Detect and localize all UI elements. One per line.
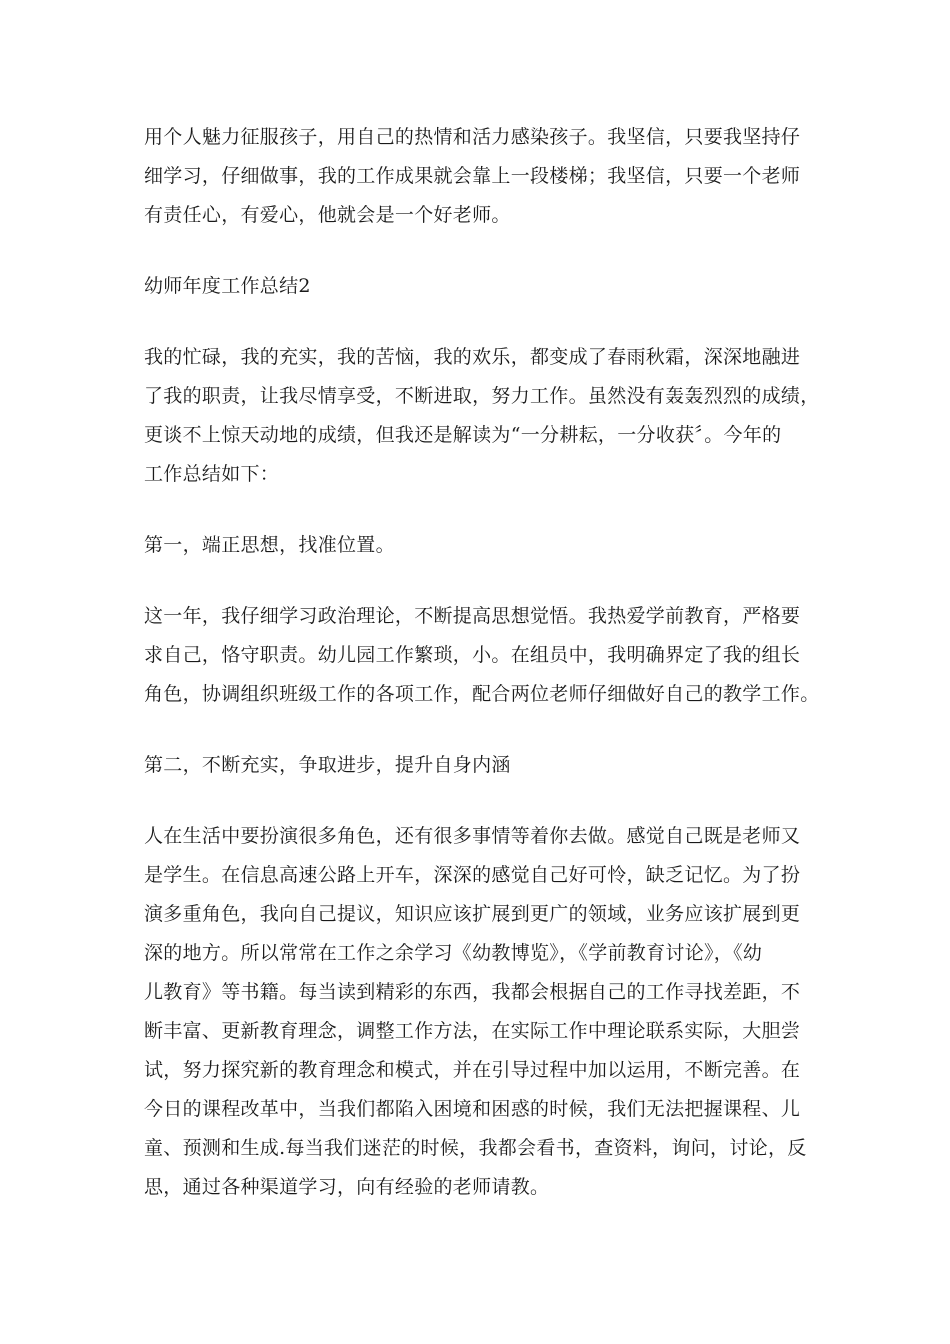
paragraph-spacer [144,785,812,817]
paragraph-point-one [144,597,820,714]
text-line: 用个人魅力征服孩子，用自己的热情和活力感染孩子。我坚信，只要我坚持仔 [144,126,801,148]
text-line: 儿教育》等书籍。每当读到精彩的东西，我都会根据自己的工作寻找差距，不 [144,981,801,1003]
point-two-heading [144,746,812,785]
paragraph-point-two [144,817,812,1207]
text-line: 细学习，仔细做事，我的工作成果就会靠上一段楼梯；我坚信，只要一个老师 [144,165,801,187]
heading-text: 第二，不断充实，争取进步，提升自身内涵 [144,754,511,776]
text-line: 了我的职责，让我尽情享受，不断进取，努力工作。虽然没有轰轰烈烈的成绩， [144,385,820,407]
heading-text: 第一，端正思想，找准位置。 [144,534,395,556]
text-line: 这一年，我仔细学习政治理论，不断提高思想觉悟。我热爱学前教育，严格要 [144,605,801,627]
text-line: 今日的课程改革中，当我们都陷入困境和困惑的时候，我们无法把握课程、儿 [144,1098,801,1120]
text-line: 试，努力探究新的教育理念和模式，并在引导过程中加以运用，不断完善。在 [144,1059,801,1081]
text-line: 求自己，恪守职责。幼儿园工作繁琐，小。在组员中，我明确界定了我的组长 [144,644,801,666]
paragraph-spacer [144,306,812,338]
text-line: 思，通过各种渠道学习，向有经验的老师请教。 [144,1176,550,1198]
point-one-heading [144,526,812,565]
section-heading [144,267,812,306]
text-line: 深的地方。所以常常在工作之余学习《幼教博览》，《学前教育讨论》，《幼 [144,942,763,964]
text-line: 人在生活中要扮演很多角色，还有很多事情等着你去做。感觉自己既是老师又 [144,825,801,847]
paragraph-intro-continuation [144,118,812,235]
paragraph-spacer [144,714,812,746]
text-line: 我的忙碌，我的充实，我的苦恼，我的欢乐，都变成了春雨秋霜，深深地融进 [144,346,801,368]
paragraph-spacer [144,565,812,597]
text-line: 有责任心，有爱心，他就会是一个好老师。 [144,204,511,226]
text-line: 工作总结如下： [144,463,280,485]
text-line: 角色，协调组织班级工作的各项工作，配合两位老师仔细做好自己的教学工作。 [144,683,820,705]
text-line: 断丰富、更新教育理念，调整工作方法，在实际工作中理论联系实际，大胆尝 [144,1020,801,1042]
text-line: 是学生。在信息高速公路上开车，深深的感觉自己好可怜，缺乏记忆。为了扮 [144,864,801,886]
document-page [144,118,820,1207]
paragraph-opening [144,338,820,494]
text-line: 演多重角色，我向自己提议，知识应该扩展到更广的领域，业务应该扩展到更 [144,903,801,925]
heading-text: 幼师年度工作总结2 [144,275,311,297]
paragraph-spacer [144,235,812,267]
paragraph-spacer [144,494,812,526]
text-line: 更谈不上惊天动地的成绩，但我还是解读为“一分耕耘，一分收获〞。今年的 [144,424,782,446]
text-line: 童、预测和生成.每当我们迷茫的时候，我都会看书，查资料，询问，讨论，反 [144,1137,807,1159]
